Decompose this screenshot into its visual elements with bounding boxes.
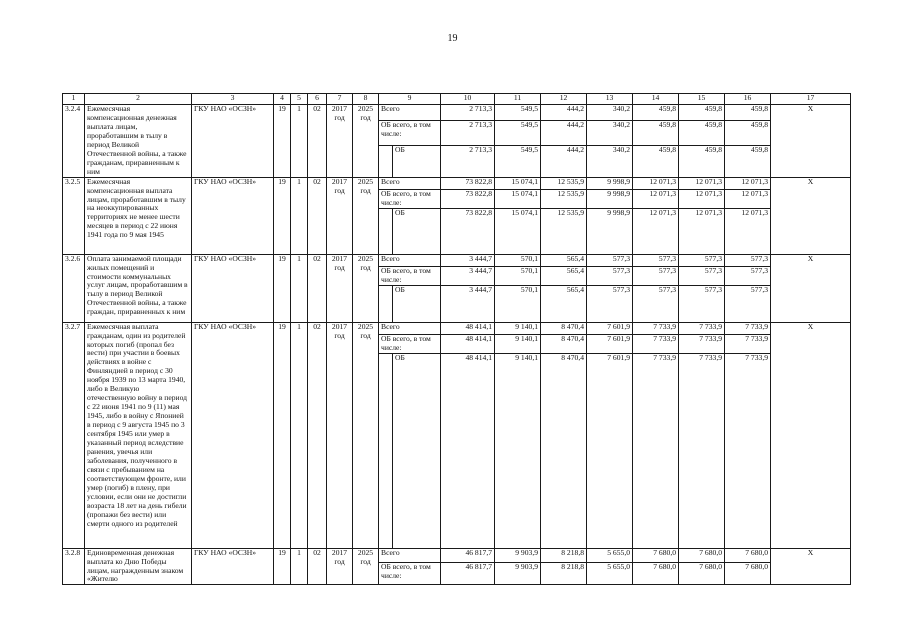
amount-cell: 73 822,8 bbox=[441, 189, 495, 208]
funding-total-label: Всего bbox=[379, 548, 441, 562]
amount-cell: 7 601,9 bbox=[587, 322, 633, 334]
amount-cell: 459,8 bbox=[725, 105, 771, 121]
amount-cell: 12 071,3 bbox=[725, 208, 771, 254]
code-1: 1 bbox=[291, 548, 308, 585]
row-number: 3.2.4 bbox=[63, 105, 85, 178]
amount-cell: 12 071,3 bbox=[725, 189, 771, 208]
amount-cell: 8 470,4 bbox=[541, 334, 587, 353]
code-19: 19 bbox=[274, 177, 291, 254]
start-year: 2017 год bbox=[327, 548, 353, 585]
funding-regional-total-label: ОБ всего, в том числе: bbox=[379, 120, 441, 145]
amount-cell: 3 444,7 bbox=[441, 266, 495, 285]
amount-cell: 7 680,0 bbox=[679, 548, 725, 562]
code-19: 19 bbox=[274, 548, 291, 585]
column-header-2: 2 bbox=[85, 94, 192, 105]
amount-cell: 7 680,0 bbox=[679, 562, 725, 585]
amount-cell: 12 071,3 bbox=[725, 177, 771, 189]
amount-cell: 15 074,1 bbox=[495, 177, 541, 189]
amount-cell: 48 414,1 bbox=[441, 353, 495, 548]
amount-cell: 7 733,9 bbox=[633, 322, 679, 334]
measure-description: Единовременная денежная выплата ко Дню Победы лицам, награжденным знаком «Жителю bbox=[85, 548, 192, 585]
amount-cell: 577,3 bbox=[587, 254, 633, 266]
funding-total-label: Всего bbox=[379, 322, 441, 334]
column-header-12: 12 bbox=[541, 94, 587, 105]
column-header-11: 11 bbox=[495, 94, 541, 105]
amount-cell: 570,1 bbox=[495, 285, 541, 322]
code-1: 1 bbox=[291, 254, 308, 322]
amount-cell: 7 733,9 bbox=[725, 322, 771, 334]
start-year: 2017 год bbox=[327, 322, 353, 548]
program-measures-table bbox=[62, 93, 851, 585]
amount-cell: 577,3 bbox=[725, 285, 771, 322]
amount-cell: 12 071,3 bbox=[633, 189, 679, 208]
amount-cell: 7 733,9 bbox=[633, 353, 679, 548]
amount-cell: 9 140,1 bbox=[495, 322, 541, 334]
result-indicator: X bbox=[771, 322, 851, 548]
amount-cell: 46 817,7 bbox=[441, 548, 495, 562]
amount-cell: 577,3 bbox=[633, 285, 679, 322]
amount-cell: 577,3 bbox=[587, 266, 633, 285]
indent-cell bbox=[379, 145, 393, 177]
amount-cell: 9 998,9 bbox=[587, 189, 633, 208]
amount-cell: 9 903,9 bbox=[495, 548, 541, 562]
amount-cell: 577,3 bbox=[725, 266, 771, 285]
column-header-10: 10 bbox=[441, 94, 495, 105]
end-year: 2025 год bbox=[353, 548, 379, 585]
amount-cell: 565,4 bbox=[541, 285, 587, 322]
amount-cell: 2 713,3 bbox=[441, 120, 495, 145]
page-number: 19 bbox=[447, 33, 458, 44]
amount-cell: 459,8 bbox=[679, 105, 725, 121]
amount-cell: 459,8 bbox=[725, 145, 771, 177]
indent-cell bbox=[379, 208, 393, 254]
amount-cell: 7 680,0 bbox=[633, 548, 679, 562]
amount-cell: 7 733,9 bbox=[679, 322, 725, 334]
amount-cell: 444,2 bbox=[541, 105, 587, 121]
amount-cell: 459,8 bbox=[633, 120, 679, 145]
amount-cell: 570,1 bbox=[495, 266, 541, 285]
amount-cell: 12 535,9 bbox=[541, 208, 587, 254]
amount-cell: 48 414,1 bbox=[441, 334, 495, 353]
amount-cell: 7 733,9 bbox=[725, 353, 771, 548]
funding-regional-total-label: ОБ всего, в том числе: bbox=[379, 562, 441, 585]
amount-cell: 2 713,3 bbox=[441, 105, 495, 121]
amount-cell: 577,3 bbox=[587, 285, 633, 322]
responsible-agency: ГКУ НАО «ОСЗН» bbox=[192, 105, 274, 178]
column-header-13: 13 bbox=[587, 94, 633, 105]
amount-cell: 577,3 bbox=[679, 266, 725, 285]
start-year: 2017 год bbox=[327, 177, 353, 254]
row-number: 3.2.5 bbox=[63, 177, 85, 254]
column-header-15: 15 bbox=[679, 94, 725, 105]
amount-cell: 9 998,9 bbox=[587, 208, 633, 254]
amount-cell: 73 822,8 bbox=[441, 208, 495, 254]
amount-cell: 8 470,4 bbox=[541, 322, 587, 334]
amount-cell: 3 444,7 bbox=[441, 254, 495, 266]
amount-cell: 2 713,3 bbox=[441, 145, 495, 177]
code-02: 02 bbox=[308, 322, 327, 548]
amount-cell: 565,4 bbox=[541, 266, 587, 285]
start-year: 2017 год bbox=[327, 254, 353, 322]
table-row bbox=[63, 322, 851, 334]
code-1: 1 bbox=[291, 177, 308, 254]
column-header-1: 1 bbox=[63, 94, 85, 105]
column-header-7: 7 bbox=[327, 94, 353, 105]
amount-cell: 46 817,7 bbox=[441, 562, 495, 585]
amount-cell: 444,2 bbox=[541, 120, 587, 145]
column-number-row bbox=[63, 94, 851, 105]
end-year: 2025 год bbox=[353, 322, 379, 548]
amount-cell: 7 680,0 bbox=[725, 548, 771, 562]
column-header-17: 17 bbox=[771, 94, 851, 105]
amount-cell: 570,1 bbox=[495, 254, 541, 266]
amount-cell: 73 822,8 bbox=[441, 177, 495, 189]
amount-cell: 5 655,0 bbox=[587, 548, 633, 562]
amount-cell: 9 998,9 bbox=[587, 177, 633, 189]
funding-regional-label: ОБ bbox=[393, 285, 441, 322]
amount-cell: 7 601,9 bbox=[587, 334, 633, 353]
amount-cell: 459,8 bbox=[633, 105, 679, 121]
code-1: 1 bbox=[291, 322, 308, 548]
responsible-agency: ГКУ НАО «ОСЗН» bbox=[192, 548, 274, 585]
amount-cell: 444,2 bbox=[541, 145, 587, 177]
responsible-agency: ГКУ НАО «ОСЗН» bbox=[192, 254, 274, 322]
amount-cell: 577,3 bbox=[679, 285, 725, 322]
funding-regional-total-label: ОБ всего, в том числе: bbox=[379, 334, 441, 353]
column-header-16: 16 bbox=[725, 94, 771, 105]
amount-cell: 549,5 bbox=[495, 120, 541, 145]
amount-cell: 8 218,8 bbox=[541, 548, 587, 562]
table-row bbox=[63, 254, 851, 266]
amount-cell: 8 218,8 bbox=[541, 562, 587, 585]
code-1: 1 bbox=[291, 105, 308, 178]
amount-cell: 12 535,9 bbox=[541, 177, 587, 189]
result-indicator: X bbox=[771, 105, 851, 178]
funding-regional-label: ОБ bbox=[393, 145, 441, 177]
column-header-4: 4 bbox=[274, 94, 291, 105]
amount-cell: 459,8 bbox=[633, 145, 679, 177]
column-header-3: 3 bbox=[192, 94, 274, 105]
column-header-14: 14 bbox=[633, 94, 679, 105]
code-02: 02 bbox=[308, 105, 327, 178]
end-year: 2025 год bbox=[353, 177, 379, 254]
result-indicator: X bbox=[771, 254, 851, 322]
end-year: 2025 год bbox=[353, 105, 379, 178]
funding-total-label: Всего bbox=[379, 177, 441, 189]
amount-cell: 9 140,1 bbox=[495, 353, 541, 548]
measure-description: Оплата занимаемой площади жилых помещений и стоимости коммунальных услуг лицам, проработавшим в тылу в период Великой Отечественной войны, а также граждан, приравненных к ним bbox=[85, 254, 192, 322]
column-header-6: 6 bbox=[308, 94, 327, 105]
row-number: 3.2.8 bbox=[63, 548, 85, 585]
amount-cell: 48 414,1 bbox=[441, 322, 495, 334]
amount-cell: 549,5 bbox=[495, 105, 541, 121]
amount-cell: 459,8 bbox=[679, 145, 725, 177]
amount-cell: 7 733,9 bbox=[679, 334, 725, 353]
funding-regional-total-label: ОБ всего, в том числе: bbox=[379, 189, 441, 208]
amount-cell: 549,5 bbox=[495, 145, 541, 177]
amount-cell: 5 655,0 bbox=[587, 562, 633, 585]
row-number: 3.2.7 bbox=[63, 322, 85, 548]
amount-cell: 340,2 bbox=[587, 145, 633, 177]
funding-regional-total-label: ОБ всего, в том числе: bbox=[379, 266, 441, 285]
amount-cell: 7 733,9 bbox=[633, 334, 679, 353]
amount-cell: 12 071,3 bbox=[633, 208, 679, 254]
amount-cell: 459,8 bbox=[679, 120, 725, 145]
end-year: 2025 год bbox=[353, 254, 379, 322]
indent-cell bbox=[379, 353, 393, 548]
code-02: 02 bbox=[308, 177, 327, 254]
code-19: 19 bbox=[274, 105, 291, 178]
amount-cell: 577,3 bbox=[679, 254, 725, 266]
measure-description: Ежемесячная компенсационная денежная выплата лицам, проработавшим в тылу в период Великой Отечественной войны, а также гражданам, приравненным к ним bbox=[85, 105, 192, 178]
column-header-9: 9 bbox=[379, 94, 441, 105]
amount-cell: 12 071,3 bbox=[679, 189, 725, 208]
amount-cell: 15 074,1 bbox=[495, 208, 541, 254]
amount-cell: 12 535,9 bbox=[541, 189, 587, 208]
amount-cell: 577,3 bbox=[633, 266, 679, 285]
table-row bbox=[63, 177, 851, 189]
column-header-5: 5 bbox=[291, 94, 308, 105]
amount-cell: 7 680,0 bbox=[633, 562, 679, 585]
amount-cell: 7 733,9 bbox=[725, 334, 771, 353]
amount-cell: 12 071,3 bbox=[633, 177, 679, 189]
responsible-agency: ГКУ НАО «ОСЗН» bbox=[192, 177, 274, 254]
table-row bbox=[63, 548, 851, 562]
amount-cell: 9 140,1 bbox=[495, 334, 541, 353]
start-year: 2017 год bbox=[327, 105, 353, 178]
amount-cell: 565,4 bbox=[541, 254, 587, 266]
code-19: 19 bbox=[274, 254, 291, 322]
amount-cell: 3 444,7 bbox=[441, 285, 495, 322]
measure-description: Ежемесячная выплата гражданам, один из родителей которых погиб (пропал без вести) при участии в боевых действиях в войне с Финляндией в период с 30 ноября 1939 по 13 марта 1940, либо в Великую отечественную войну в период с 22 июня 1941 по 9 (11) мая 1945, либо в войну с Японией в период с 9 августа 1945 по 3 сентября 1945 или умер в указанный период вследствие ранения, увечья или заболевания, полученного в связи с пребыванием на соответствующем фронте, или умер (погиб) в плену, при условии, если они не достигли возраста 18 лет на день гибели (пропажи без вести) или смерти одного из родителей bbox=[85, 322, 192, 548]
amount-cell: 7 680,0 bbox=[725, 562, 771, 585]
amount-cell: 7 601,9 bbox=[587, 353, 633, 548]
amount-cell: 9 903,9 bbox=[495, 562, 541, 585]
amount-cell: 340,2 bbox=[587, 105, 633, 121]
amount-cell: 15 074,1 bbox=[495, 189, 541, 208]
funding-regional-label: ОБ bbox=[393, 353, 441, 548]
funding-total-label: Всего bbox=[379, 105, 441, 121]
measure-description: Ежемесячная компенсационная выплата лицам, проработавшим в тылу на неоккупированных территориях не менее шести месяцев в период с 22 июня 1941 года по 9 мая 1945 bbox=[85, 177, 192, 254]
funding-total-label: Всего bbox=[379, 254, 441, 266]
code-19: 19 bbox=[274, 322, 291, 548]
amount-cell: 8 470,4 bbox=[541, 353, 587, 548]
result-indicator: X bbox=[771, 177, 851, 254]
column-header-8: 8 bbox=[353, 94, 379, 105]
amount-cell: 577,3 bbox=[633, 254, 679, 266]
amount-cell: 7 733,9 bbox=[679, 353, 725, 548]
table-row bbox=[63, 105, 851, 121]
row-number: 3.2.6 bbox=[63, 254, 85, 322]
responsible-agency: ГКУ НАО «ОСЗН» bbox=[192, 322, 274, 548]
amount-cell: 12 071,3 bbox=[679, 208, 725, 254]
code-02: 02 bbox=[308, 548, 327, 585]
amount-cell: 12 071,3 bbox=[679, 177, 725, 189]
indent-cell bbox=[379, 285, 393, 322]
funding-regional-label: ОБ bbox=[393, 208, 441, 254]
amount-cell: 577,3 bbox=[725, 254, 771, 266]
result-indicator: X bbox=[771, 548, 851, 585]
amount-cell: 459,8 bbox=[725, 120, 771, 145]
amount-cell: 340,2 bbox=[587, 120, 633, 145]
code-02: 02 bbox=[308, 254, 327, 322]
